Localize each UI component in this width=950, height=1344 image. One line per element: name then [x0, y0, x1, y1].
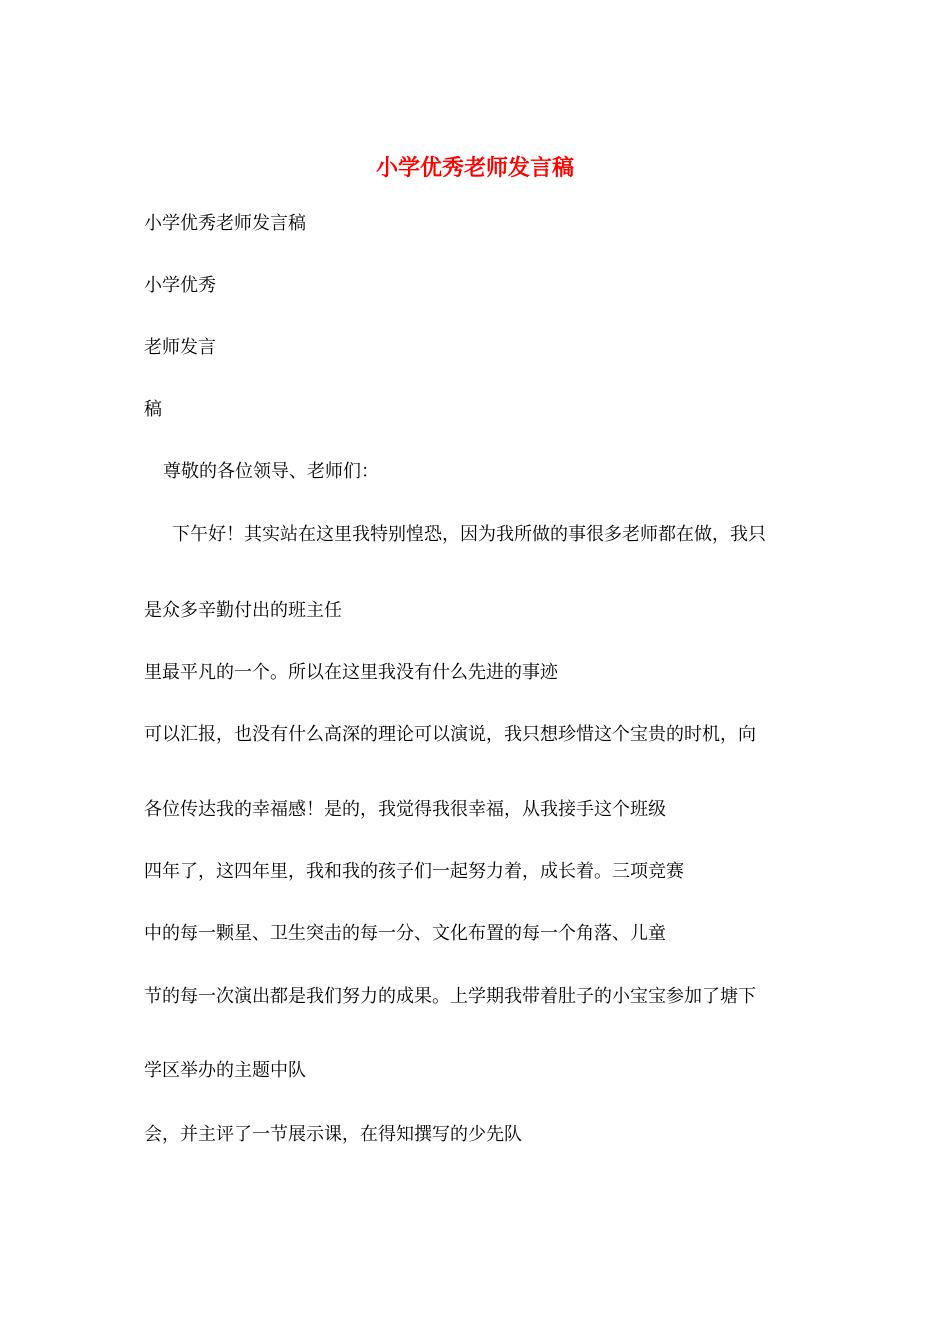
salutation-line: 尊敬的各位领导、老师们： — [163, 461, 379, 482]
paragraph-line: 各位传达我的幸福感！是的，我觉得我很幸福，从我接手这个班级 — [144, 799, 666, 820]
document-title: 小学优秀老师发言稿 — [375, 155, 574, 181]
paragraph-line: 是众多辛勤付出的班主任 — [144, 600, 342, 621]
paragraph-line: 小学优秀 — [144, 275, 216, 296]
paragraph-line: 稿 — [144, 399, 162, 420]
paragraph-line: 节的每一次演出都是我们努力的成果。上学期我带着肚子的小宝宝参加了塘下 — [144, 986, 756, 1007]
paragraph-line: 四年了，这四年里，我和我的孩子们一起努力着，成长着。三项竞赛 — [144, 861, 684, 882]
paragraph-line: 可以汇报，也没有什么高深的理论可以演说，我只想珍惜这个宝贵的时机，向 — [144, 724, 756, 745]
paragraph-line: 老师发言 — [144, 337, 216, 358]
paragraph-line: 中的每一颗星、卫生突击的每一分、文化布置的每一个角落、儿童 — [144, 923, 666, 944]
paragraph-line: 小学优秀老师发言稿 — [144, 213, 306, 234]
paragraph-line: 学区举办的主题中队 — [144, 1060, 306, 1081]
paragraph-line: 下午好！其实站在这里我特别惶恐，因为我所做的事很多老师都在做，我只 — [172, 524, 766, 545]
paragraph-line: 会，并主评了一节展示课，在得知撰写的少先队 — [144, 1124, 522, 1145]
paragraph-line: 里最平凡的一个。所以在这里我没有什么先进的事迹 — [144, 662, 558, 683]
